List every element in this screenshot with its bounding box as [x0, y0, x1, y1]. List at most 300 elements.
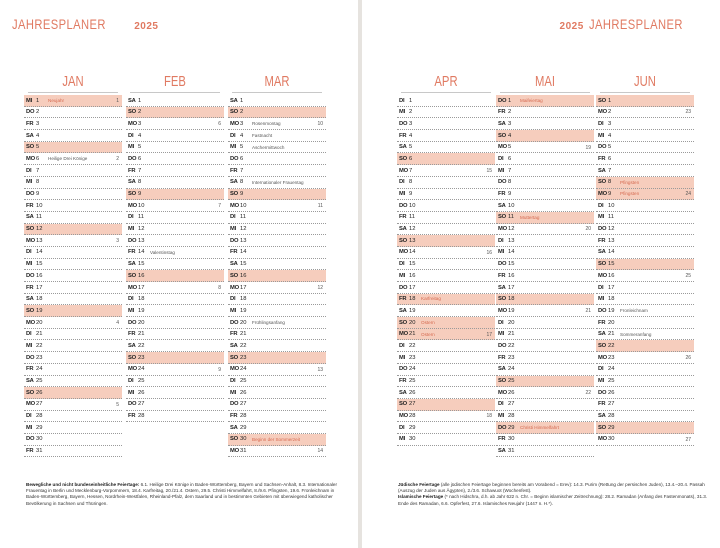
day-row[interactable]: [126, 294, 224, 306]
weekday: DI: [399, 342, 405, 349]
day-row[interactable]: [496, 118, 594, 130]
day-number: 16: [608, 272, 615, 279]
day-number: 31: [508, 448, 515, 455]
weekday: SO: [128, 109, 136, 116]
day-row[interactable]: [397, 177, 495, 189]
day-number: 16: [138, 272, 145, 279]
day-number: 19: [409, 307, 416, 314]
day-row[interactable]: [126, 376, 224, 388]
day-number: 28: [608, 413, 615, 420]
day-row[interactable]: [496, 329, 594, 341]
day-number: 16: [240, 272, 247, 279]
planner-year: 2025: [559, 21, 584, 32]
day-row[interactable]: [24, 107, 122, 119]
day-row[interactable]: [126, 177, 224, 189]
day-number: 7: [36, 167, 40, 174]
day-row[interactable]: [596, 387, 694, 399]
day-row[interactable]: [24, 200, 122, 212]
day-number: 14: [409, 249, 416, 256]
day-number: 2: [240, 109, 244, 116]
day-number: 1: [240, 97, 244, 104]
day-row[interactable]: [228, 212, 326, 224]
day-number: 15: [138, 261, 145, 268]
day-row[interactable]: [596, 294, 694, 306]
day-row[interactable]: [397, 189, 495, 201]
day-row[interactable]: [228, 422, 326, 434]
day-row[interactable]: [228, 224, 326, 236]
weekday: MI: [399, 109, 406, 116]
day-row[interactable]: [24, 422, 122, 434]
day-number: 11: [608, 214, 615, 221]
day-row[interactable]: [24, 212, 122, 224]
weekday: DI: [128, 132, 134, 139]
day-row[interactable]: [24, 329, 122, 341]
day-row[interactable]: [24, 247, 122, 259]
day-row[interactable]: [496, 212, 594, 224]
day-number: 18: [508, 296, 515, 303]
day-row[interactable]: [596, 212, 694, 224]
day-number: 24: [138, 366, 145, 373]
weekday: DO: [26, 354, 35, 361]
day-row[interactable]: [126, 189, 224, 201]
weekday: FR: [128, 167, 136, 174]
day-number: 5: [608, 144, 612, 151]
day-row[interactable]: [126, 247, 224, 259]
event-label: Pfingsten: [620, 179, 640, 185]
day-row[interactable]: [126, 118, 224, 130]
day-row[interactable]: [397, 200, 495, 212]
day-row[interactable]: [24, 340, 122, 352]
day-number: 9: [608, 191, 612, 197]
day-row[interactable]: [596, 399, 694, 411]
day-number: 4: [409, 132, 413, 139]
day-row[interactable]: [24, 189, 122, 201]
day-row[interactable]: [24, 282, 122, 294]
day-row[interactable]: [126, 317, 224, 329]
day-number: 5: [138, 144, 142, 151]
day-row[interactable]: [397, 270, 495, 282]
day-row[interactable]: [126, 364, 224, 376]
day-row[interactable]: [496, 200, 594, 212]
day-row[interactable]: [228, 399, 326, 411]
day-number: 22: [36, 342, 43, 349]
day-row[interactable]: [496, 177, 594, 189]
weekday: SA: [598, 249, 606, 256]
day-row[interactable]: [126, 270, 224, 282]
day-row[interactable]: [397, 352, 495, 364]
weekday: MI: [128, 226, 135, 233]
day-number: 5: [240, 144, 244, 151]
day-row[interactable]: [397, 364, 495, 376]
day-row[interactable]: [496, 317, 594, 329]
day-row[interactable]: [496, 282, 594, 294]
day-row[interactable]: [228, 434, 326, 446]
day-row[interactable]: [228, 270, 326, 282]
weekday: SA: [26, 378, 34, 384]
day-number: 3: [138, 120, 142, 127]
day-row[interactable]: [397, 411, 495, 423]
day-row[interactable]: [126, 165, 224, 177]
day-row[interactable]: [24, 411, 122, 423]
weekday: MI: [26, 424, 33, 431]
day-number: 2: [508, 109, 512, 116]
day-row[interactable]: [596, 282, 694, 294]
weekday: FR: [399, 296, 407, 303]
day-row[interactable]: [24, 399, 122, 411]
weekday: DO: [230, 319, 239, 326]
day-row[interactable]: [397, 153, 495, 165]
weekday: MO: [498, 307, 507, 314]
weekday: SA: [26, 296, 34, 303]
weekday: FR: [399, 214, 407, 221]
day-row[interactable]: [228, 200, 326, 212]
week-number: 27: [685, 436, 691, 443]
day-row[interactable]: [496, 411, 594, 423]
left-header: [12, 16, 158, 34]
day-row[interactable]: [496, 235, 594, 247]
day-row[interactable]: [24, 294, 122, 306]
day-row[interactable]: [24, 364, 122, 376]
day-row[interactable]: [596, 434, 694, 446]
day-row[interactable]: [397, 317, 495, 329]
week-number: 9: [218, 366, 221, 373]
weekday: SA: [230, 424, 238, 431]
day-row[interactable]: [496, 189, 594, 201]
weekday: DO: [598, 144, 607, 151]
weekday: MO: [399, 249, 408, 256]
footnote-text: 6.1. Heilige Drei Könige in Baden-Württemberg, Bayern und Sachsen-Anhalt, 8.3. Internationaler Frauentag in Berlin und Mecklenburg-Vorpommern, 18.4. Karfreitag, 20./21.4. Ostern, 29.5. Christi Himmelfahrt, 8./9.6. Pfingsten, 19.6. Fronleichnam in Baden-Württemberg, Bayern, Hessen, Nordrhein-Westfalen, Rheinland-Pfalz, dem Saarland und in bestimmten Gebieten mit überwiegend katholischer Bevölkerung in Sachsen und Thüringen.: [26, 482, 337, 506]
day-number: 1: [508, 97, 512, 104]
day-row[interactable]: [126, 340, 224, 352]
day-number: 25: [409, 378, 416, 384]
weekday: DI: [498, 319, 504, 326]
day-number: 7: [240, 167, 244, 174]
day-row[interactable]: [397, 107, 495, 119]
day-row[interactable]: [596, 317, 694, 329]
day-row[interactable]: [596, 224, 694, 236]
day-number: 19: [608, 307, 615, 314]
day-row[interactable]: [397, 224, 495, 236]
weekday: MI: [399, 272, 406, 279]
weekday: MI: [498, 413, 505, 420]
day-row[interactable]: [397, 259, 495, 271]
day-row[interactable]: [397, 247, 495, 259]
day-number: 18: [240, 296, 247, 303]
month-column: [126, 72, 224, 422]
day-row[interactable]: [228, 142, 326, 154]
day-row[interactable]: [397, 165, 495, 177]
day-row[interactable]: [596, 352, 694, 364]
day-row[interactable]: [596, 200, 694, 212]
day-row[interactable]: [397, 340, 495, 352]
day-row[interactable]: [24, 224, 122, 236]
week-number: 14: [317, 448, 323, 455]
day-row[interactable]: [126, 224, 224, 236]
weekday: DI: [399, 179, 405, 186]
weekday: SA: [598, 167, 606, 174]
weekday: DI: [26, 331, 32, 338]
day-row[interactable]: [596, 189, 694, 201]
day-row[interactable]: [397, 434, 495, 446]
weekday: DO: [399, 366, 408, 373]
day-row[interactable]: [228, 340, 326, 352]
day-number: 29: [240, 424, 247, 431]
day-row[interactable]: [596, 422, 694, 434]
day-row[interactable]: [126, 282, 224, 294]
weekday: DO: [399, 284, 408, 291]
day-row[interactable]: [228, 107, 326, 119]
day-row[interactable]: [596, 130, 694, 142]
day-row[interactable]: [228, 189, 326, 201]
weekday: MI: [498, 331, 505, 338]
day-row[interactable]: [24, 177, 122, 189]
weekday: DI: [498, 237, 504, 244]
day-row[interactable]: [596, 142, 694, 154]
day-number: 13: [240, 237, 247, 244]
day-row[interactable]: [496, 387, 594, 399]
day-row[interactable]: [24, 387, 122, 399]
day-row[interactable]: [496, 153, 594, 165]
weekday: MO: [399, 413, 408, 420]
day-row[interactable]: [397, 376, 495, 388]
day-row[interactable]: [596, 411, 694, 423]
day-row[interactable]: [228, 352, 326, 364]
day-number: 26: [36, 389, 43, 396]
weekday: SO: [128, 191, 136, 197]
day-row[interactable]: [596, 329, 694, 341]
day-row[interactable]: [496, 142, 594, 154]
day-number: 6: [608, 155, 612, 162]
day-row[interactable]: [596, 376, 694, 388]
day-row[interactable]: [126, 235, 224, 247]
day-row[interactable]: [397, 329, 495, 341]
day-row[interactable]: [397, 130, 495, 142]
day-row[interactable]: [397, 422, 495, 434]
day-row[interactable]: [496, 434, 594, 446]
day-row[interactable]: [596, 153, 694, 165]
day-row[interactable]: [496, 247, 594, 259]
day-row[interactable]: [596, 95, 694, 107]
day-row[interactable]: [397, 399, 495, 411]
day-row[interactable]: [496, 224, 594, 236]
weekday: MO: [230, 202, 239, 209]
weekday: SA: [498, 120, 506, 127]
weekday: MI: [230, 307, 237, 314]
week-number: 19: [585, 144, 591, 151]
day-row[interactable]: [596, 118, 694, 130]
day-row[interactable]: [496, 95, 594, 107]
day-row[interactable]: [126, 200, 224, 212]
day-number: 17: [409, 284, 416, 291]
day-number: 20: [240, 319, 247, 326]
day-number: 23: [138, 354, 145, 361]
day-row[interactable]: [24, 434, 122, 446]
day-row[interactable]: [126, 212, 224, 224]
day-row[interactable]: [24, 446, 122, 458]
weekday: SA: [128, 342, 136, 349]
day-row[interactable]: [228, 305, 326, 317]
day-row[interactable]: [228, 118, 326, 130]
weekday: FR: [26, 366, 34, 373]
day-row[interactable]: [397, 387, 495, 399]
day-number: 18: [138, 296, 145, 303]
day-row[interactable]: [496, 130, 594, 142]
day-number: 12: [508, 226, 515, 233]
day-row[interactable]: [596, 259, 694, 271]
day-row[interactable]: [596, 177, 694, 189]
day-row[interactable]: [126, 95, 224, 107]
day-row[interactable]: [228, 165, 326, 177]
day-row[interactable]: [228, 235, 326, 247]
week-number: 11: [317, 202, 323, 209]
day-row[interactable]: [397, 95, 495, 107]
weekday: DO: [498, 424, 507, 431]
day-row[interactable]: [24, 153, 122, 165]
day-row[interactable]: [126, 107, 224, 119]
weekday: FR: [230, 331, 238, 338]
weekday: DO: [399, 120, 408, 127]
day-row[interactable]: [397, 142, 495, 154]
day-number: 11: [409, 214, 416, 221]
day-row[interactable]: [24, 259, 122, 271]
day-row[interactable]: [596, 340, 694, 352]
day-row[interactable]: [596, 270, 694, 282]
day-row[interactable]: [496, 376, 594, 388]
day-row[interactable]: [228, 95, 326, 107]
month-name: MAI: [534, 73, 555, 90]
day-number: 27: [608, 401, 615, 408]
day-row[interactable]: [496, 305, 594, 317]
day-row[interactable]: [126, 352, 224, 364]
weekday: MO: [26, 237, 35, 244]
day-row[interactable]: [397, 212, 495, 224]
day-row[interactable]: [126, 142, 224, 154]
day-row[interactable]: [126, 411, 224, 423]
week-number: 1: [116, 97, 119, 104]
day-row[interactable]: [397, 282, 495, 294]
day-number: 28: [36, 413, 43, 420]
day-row[interactable]: [496, 446, 594, 458]
day-row[interactable]: [24, 270, 122, 282]
day-number: 23: [608, 354, 615, 361]
day-row[interactable]: [126, 399, 224, 411]
day-number: 12: [36, 226, 43, 233]
weekday: MO: [598, 272, 607, 279]
event-label: Karfreitag: [421, 296, 441, 302]
day-row[interactable]: [596, 165, 694, 177]
day-row[interactable]: [24, 235, 122, 247]
day-row[interactable]: [228, 153, 326, 165]
day-row[interactable]: [228, 177, 326, 189]
day-row[interactable]: [496, 422, 594, 434]
day-row[interactable]: [228, 376, 326, 388]
day-row[interactable]: [228, 364, 326, 376]
day-row[interactable]: [228, 446, 326, 458]
day-row[interactable]: [228, 317, 326, 329]
day-number: 20: [36, 319, 43, 326]
day-row[interactable]: [24, 130, 122, 142]
day-row[interactable]: [24, 118, 122, 130]
day-row[interactable]: [126, 387, 224, 399]
day-row[interactable]: [228, 387, 326, 399]
day-row[interactable]: [596, 305, 694, 317]
day-row[interactable]: [496, 294, 594, 306]
day-number: 6: [409, 155, 413, 162]
day-row[interactable]: [397, 118, 495, 130]
day-row[interactable]: [596, 364, 694, 376]
day-row[interactable]: [228, 329, 326, 341]
day-number: 3: [508, 120, 512, 127]
day-row[interactable]: [228, 411, 326, 423]
day-row[interactable]: [596, 247, 694, 259]
day-row[interactable]: [397, 305, 495, 317]
day-number: 23: [36, 354, 43, 361]
day-row[interactable]: [24, 95, 122, 107]
day-row[interactable]: [228, 130, 326, 142]
day-row[interactable]: [24, 142, 122, 154]
day-row[interactable]: [496, 107, 594, 119]
day-row[interactable]: [596, 235, 694, 247]
day-number: 15: [608, 261, 615, 268]
day-row[interactable]: [496, 340, 594, 352]
day-row[interactable]: [24, 352, 122, 364]
week-number: 13: [317, 366, 323, 373]
day-row[interactable]: [126, 130, 224, 142]
day-row[interactable]: [228, 294, 326, 306]
day-row[interactable]: [496, 399, 594, 411]
weekday: DI: [399, 424, 405, 431]
day-row[interactable]: [496, 259, 594, 271]
day-number: 11: [240, 214, 247, 221]
weekday: MO: [128, 120, 137, 127]
day-row[interactable]: [126, 305, 224, 317]
day-row[interactable]: [496, 165, 594, 177]
day-row[interactable]: [496, 352, 594, 364]
day-number: 24: [508, 366, 515, 373]
day-row[interactable]: [126, 259, 224, 271]
weekday: SO: [498, 214, 506, 221]
weekday: MI: [598, 214, 605, 221]
event-label: Ostern: [421, 319, 435, 325]
day-number: 1: [608, 97, 612, 104]
day-row[interactable]: [24, 376, 122, 388]
day-row[interactable]: [397, 235, 495, 247]
weekday: SA: [230, 179, 238, 186]
weekday: DI: [26, 249, 32, 256]
weekday: SO: [26, 307, 34, 314]
day-row[interactable]: [228, 247, 326, 259]
day-number: 28: [508, 413, 515, 420]
day-number: 1: [36, 97, 40, 104]
day-row[interactable]: [24, 305, 122, 317]
day-row[interactable]: [496, 270, 594, 282]
day-row[interactable]: [496, 364, 594, 376]
day-number: 21: [138, 331, 145, 338]
day-row[interactable]: [596, 107, 694, 119]
day-number: 16: [508, 272, 515, 279]
day-row[interactable]: [228, 282, 326, 294]
day-number: 3: [240, 120, 244, 127]
month-divider: [28, 92, 118, 93]
day-row[interactable]: [228, 259, 326, 271]
day-row[interactable]: [397, 294, 495, 306]
day-row[interactable]: [24, 317, 122, 329]
day-number: 26: [608, 389, 615, 396]
day-row[interactable]: [24, 165, 122, 177]
day-row[interactable]: [126, 329, 224, 341]
day-row[interactable]: [126, 153, 224, 165]
weekday: MI: [26, 261, 33, 268]
